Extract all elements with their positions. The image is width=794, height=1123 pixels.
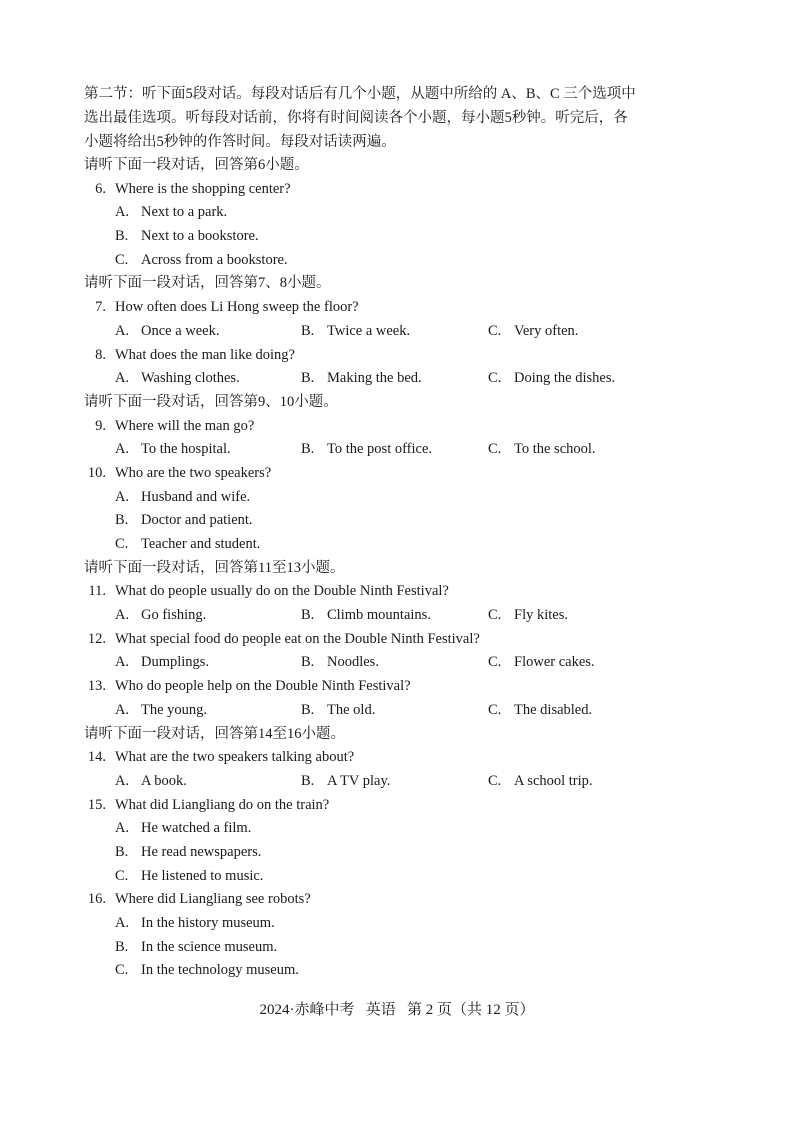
option-letter: A. (115, 820, 130, 837)
question-list (84, 154, 704, 983)
answer-option (115, 699, 207, 723)
option-letter: A. (115, 488, 130, 505)
question-text: Where is the shopping center? (115, 180, 291, 197)
option-row (84, 533, 704, 557)
question-stem (84, 296, 704, 320)
question-number: 11. (88, 583, 106, 600)
option-text: Fly kites. (514, 607, 568, 624)
option-row (84, 486, 704, 510)
answer-option (488, 367, 615, 391)
option-letter: C. (115, 251, 129, 268)
answer-option (301, 604, 431, 628)
option-text: Next to a bookstore. (141, 228, 259, 245)
answer-option (115, 841, 261, 865)
option-letter: B. (115, 938, 129, 955)
answer-option (301, 367, 422, 391)
option-letter: C. (115, 962, 129, 979)
option-row (84, 936, 704, 960)
question-text: Where did Liangliang see robots? (115, 891, 311, 908)
option-row (84, 912, 704, 936)
question-text: What are the two speakers talking about? (115, 749, 355, 766)
option-letter: C. (115, 867, 129, 884)
question-stem (84, 580, 704, 604)
dialogue-instruction: 请听下面一段对话，回答第6小题。 (84, 157, 309, 173)
answer-option (115, 249, 288, 273)
question-number: 10. (87, 464, 106, 481)
answer-option (115, 201, 227, 225)
option-letter: B. (301, 322, 315, 339)
option-row (84, 438, 704, 462)
option-row (84, 651, 704, 675)
answer-option (115, 865, 263, 889)
question-number: 14. (87, 749, 106, 766)
answer-option (115, 770, 187, 794)
option-text: Twice a week. (327, 322, 411, 339)
dialogue-instruction: 请听下面一段对话，回答第14至16小题。 (84, 725, 345, 742)
exam-page-content (84, 82, 704, 983)
option-text: Dumplings. (141, 654, 210, 671)
option-letter: B. (301, 654, 315, 671)
option-text: A book. (141, 772, 187, 789)
option-row (84, 841, 704, 865)
answer-option (301, 699, 375, 723)
option-text: He watched a film. (141, 820, 252, 837)
answer-option (488, 604, 568, 628)
option-text: Washing clothes. (141, 370, 240, 387)
answer-option (301, 651, 379, 675)
option-letter: A. (115, 701, 130, 718)
answer-option (488, 651, 595, 675)
question-text: What does the man like doing? (115, 346, 295, 363)
option-text: Very often. (514, 322, 579, 339)
question-text: Who do people help on the Double Ninth Festival? (115, 678, 411, 695)
option-row (84, 201, 704, 225)
option-row (84, 699, 704, 723)
option-row (84, 509, 704, 533)
answer-option (115, 438, 231, 462)
option-text: To the hospital. (141, 441, 231, 458)
question-number: 12. (87, 630, 106, 647)
answer-option (115, 320, 220, 344)
option-letter: A. (115, 915, 130, 931)
option-text: The disabled. (514, 701, 593, 718)
option-text: Once a week. (141, 322, 220, 339)
answer-option (115, 367, 240, 391)
dialogue-instruction: 请听下面一段对话，回答第7、8小题。 (84, 275, 331, 292)
answer-option (488, 320, 578, 344)
option-text: Teacher and student. (141, 536, 261, 552)
question-number: 7. (95, 299, 106, 316)
option-letter: A. (115, 441, 130, 458)
option-letter: B. (115, 843, 129, 860)
option-text: To the post office. (327, 441, 433, 458)
question-stem (84, 628, 704, 652)
question-number: 16. (87, 891, 106, 908)
question-text: What did Liangliang do on the train? (115, 796, 330, 813)
dialogue-instruction: 请听下面一段对话，回答第11至13小题。 (84, 559, 345, 576)
option-row (84, 320, 704, 344)
question-number: 9. (95, 417, 106, 434)
option-letter: B. (115, 228, 129, 245)
option-row (84, 959, 704, 983)
option-letter: B. (301, 701, 315, 718)
question-text: Where will the man go? (115, 417, 255, 434)
question-stem (84, 415, 704, 439)
option-letter: A. (115, 370, 130, 387)
question-text: What do people usually do on the Double Ninth Festival? (115, 583, 449, 600)
question-text: Who are the two speakers? (115, 464, 272, 481)
answer-option (115, 533, 260, 557)
option-letter: C. (488, 441, 502, 458)
option-text: Next to a park. (141, 204, 228, 221)
option-text: Doing the dishes. (514, 370, 616, 387)
option-text: A school trip. (514, 772, 593, 789)
answer-option (488, 438, 596, 462)
option-text: Go fishing. (141, 607, 207, 624)
option-letter: B. (301, 370, 315, 387)
question-stem (84, 178, 704, 202)
option-text: Climb mountains. (327, 607, 431, 624)
page-footer: 2024·赤峰中考 英语 第 2 页（共 12 页） (259, 1002, 535, 1018)
instruction-line: 选出最佳选项。听每段对话前，你将有时间阅读各个小题，每小题5秒钟。听完后，各 (84, 110, 628, 126)
instruction-line: 小题将给出5秒钟的作答时间。每段对话读两遍。 (84, 134, 396, 150)
option-row (84, 225, 704, 249)
option-letter: B. (115, 512, 129, 529)
option-text: A TV play. (327, 772, 391, 789)
instruction-line: 第二节：听下面5段对话。每段对话后有几个小题，从题中所给的 A、B、C 三个选项中 (84, 86, 636, 102)
option-letter: B. (301, 772, 315, 789)
answer-option (115, 959, 299, 983)
option-text: Doctor and patient. (141, 512, 253, 529)
section-instructions (84, 82, 704, 154)
option-text: In the technology museum. (141, 962, 299, 979)
option-letter: B. (301, 607, 315, 624)
option-row (84, 249, 704, 273)
question-number: 13. (87, 678, 106, 695)
question-stem (84, 675, 704, 699)
answer-option (115, 604, 206, 628)
option-letter: A. (115, 322, 130, 339)
question-stem (84, 794, 704, 818)
question-text: How often does Li Hong sweep the floor? (115, 299, 359, 316)
option-text: Making the bed. (327, 370, 422, 387)
option-text: The young. (141, 701, 208, 718)
option-text: He read newspapers. (141, 843, 262, 860)
option-row (84, 604, 704, 628)
answer-option (488, 770, 593, 794)
option-row (84, 865, 704, 889)
answer-option (301, 320, 410, 344)
dialogue-instruction: 请听下面一段对话，回答第9、10小题。 (84, 393, 338, 410)
option-text: To the school. (514, 441, 596, 458)
option-row (84, 367, 704, 391)
option-row (84, 817, 704, 841)
option-letter: C. (488, 370, 502, 387)
option-letter: B. (301, 441, 315, 458)
answer-option (488, 699, 592, 723)
option-letter: A. (115, 654, 130, 671)
answer-option (115, 936, 277, 960)
question-number: 8. (95, 346, 106, 363)
answer-option (115, 817, 251, 841)
option-letter: A. (115, 204, 130, 221)
answer-option (115, 225, 259, 249)
question-stem (84, 888, 704, 912)
option-text: In the science museum. (141, 938, 278, 955)
answer-option (115, 509, 253, 533)
question-stem (84, 462, 704, 486)
option-text: He listened to music. (141, 867, 264, 884)
option-letter: C. (488, 607, 502, 624)
answer-option (115, 912, 275, 936)
option-letter: C. (488, 701, 502, 718)
option-letter: A. (115, 607, 130, 624)
option-letter: A. (115, 772, 130, 789)
option-letter: C. (488, 322, 502, 339)
option-text: Flower cakes. (514, 654, 595, 671)
answer-option (301, 770, 390, 794)
option-row (84, 770, 704, 794)
option-letter: C. (488, 654, 502, 671)
option-letter: C. (488, 772, 502, 789)
answer-option (115, 486, 250, 510)
question-number: 15. (87, 796, 106, 813)
question-stem (84, 746, 704, 770)
question-number: 6. (95, 180, 106, 197)
option-text: In the history museum. (141, 915, 275, 931)
option-letter: C. (115, 536, 129, 552)
answer-option (301, 438, 432, 462)
option-text: The old. (327, 701, 376, 718)
question-stem (84, 344, 704, 368)
answer-option (115, 651, 209, 675)
option-text: Husband and wife. (141, 488, 251, 505)
option-text: Noodles. (327, 654, 379, 671)
question-text: What special food do people eat on the Double Ninth Festival? (115, 630, 480, 647)
option-text: Across from a bookstore. (141, 251, 288, 268)
